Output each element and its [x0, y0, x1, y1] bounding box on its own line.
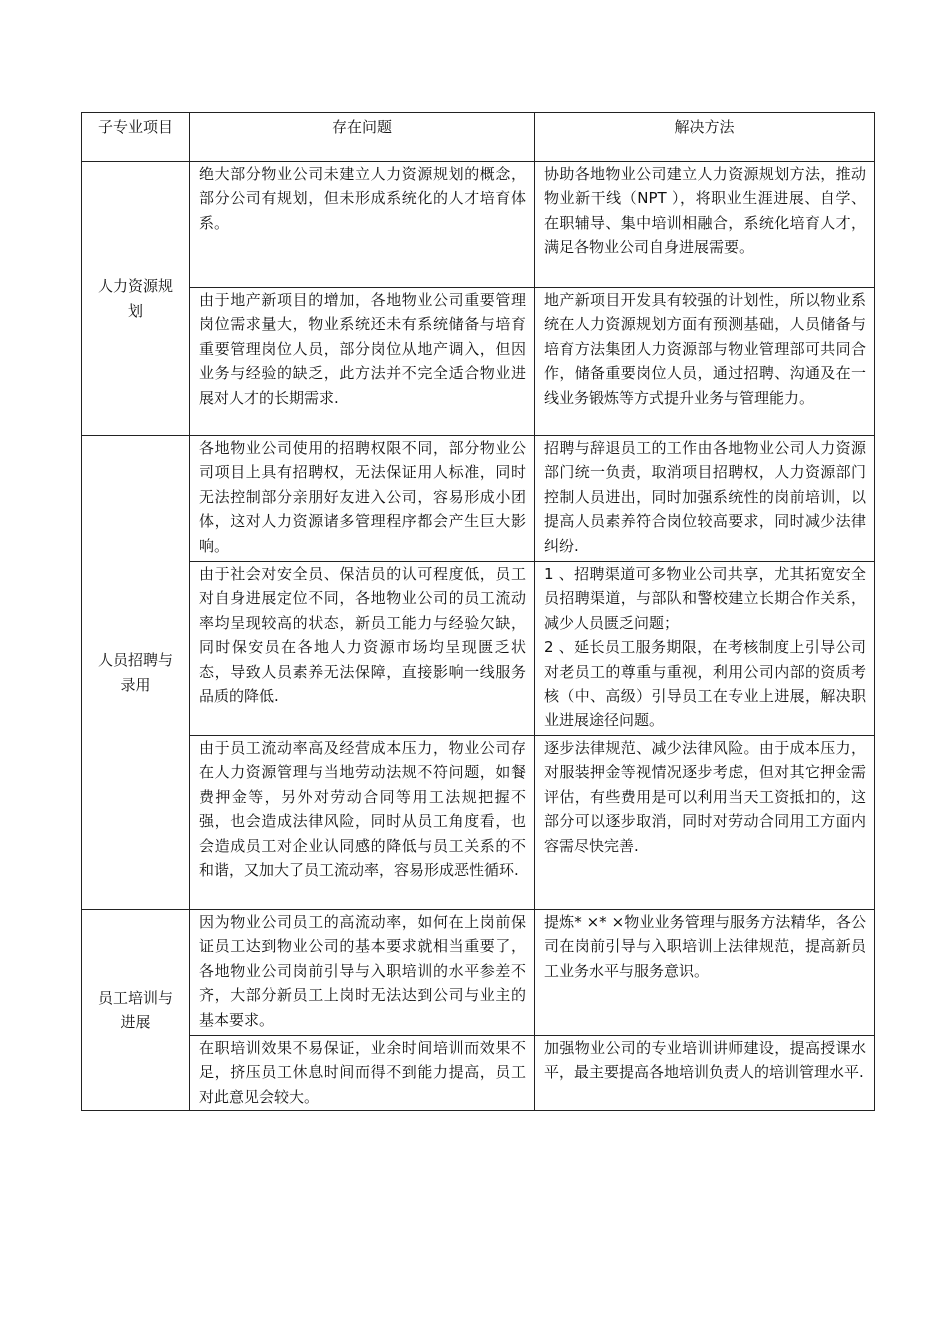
- table-row: [82, 288, 875, 436]
- table-row: [82, 1036, 875, 1111]
- solution-text: 1 、招聘渠道可多物业公司共享，尤其拓宽安全员招聘渠道，与部队和警校建立长期合作关系，减少人员匮乏问题； 2 、延长员工服务期限，在考核制度上引导公司对老员工的尊重与重视，利用公司内部的资质考核（中、高级）引导员工在专业上进展，解决职业进展途径问题。: [544, 565, 866, 730]
- problem-cell: 由于社会对安全员、保洁员的认可程度低，员工对自身进展定位不同，各地物业公司的员工流动率均呈现较高的状态，新员工能力与经验欠缺，同时保安员在各地人力资源市场均呈现匮乏状态，导致人员素养无法保障，直接影响一线服务品质的降低.: [190, 562, 535, 736]
- solution-cell: 地产新项目开发具有较强的计划性，所以物业系统在人力资源规划方面有预测基础，人员储备与培育方法集团人力资源部与物业管理部可共同合作，储备重要岗位人员，通过招聘、沟通及在一线业务锻炼等方式提升业务与管理能力。: [535, 288, 875, 436]
- header-problems: 存在问题: [190, 113, 535, 162]
- table-row: [82, 910, 875, 1036]
- problem-cell: 因为物业公司员工的高流动率，如何在上岗前保证员工达到物业公司的基本要求就相当重要了，各地物业公司岗前引导与入职培训的水平参差不齐，大部分新员工上岗时无法达到公司与业主的基本要求。: [190, 910, 535, 1036]
- table-header-row: [82, 113, 875, 162]
- category-training: 员工培训与进展: [82, 910, 190, 1111]
- issues-table: [81, 112, 875, 1111]
- problem-cell: 在职培训效果不易保证，业余时间培训而效果不足，挤压员工休息时间而得不到能力提高，员工对此意见会较大。: [190, 1036, 535, 1111]
- problem-cell: 各地物业公司使用的招聘权限不同，部分物业公司项目上具有招聘权，无法保证用人标准，同时无法控制部分亲朋好友进入公司，容易形成小团体，这对人力资源诸多管理程序都会产生巨大影响。: [190, 436, 535, 562]
- solution-cell: 提炼* ×* ×物业业务管理与服务方法精华，各公司在岗前引导与入职培训上法律规范，提高新员工业务水平与服务意识。: [535, 910, 875, 1036]
- header-solutions: 解决方法: [535, 113, 875, 162]
- solution-cell: 逐步法律规范、减少法律风险。由于成本压力，对服装押金等视情况逐步考虑，但对其它押金需评估，有些费用是可以利用当天工资抵扣的，这部分可以逐步取消，同时对劳动合同用工方面内容需尽快完善.: [535, 736, 875, 910]
- solution-cell: 招聘与辞退员工的工作由各地物业公司人力资源部门统一负责，取消项目招聘权，人力资源部门控制人员进出，同时加强系统性的岗前培训，以提高人员素养符合岗位较高要求，同时减少法律纠纷.: [535, 436, 875, 562]
- solution-cell: [535, 562, 875, 736]
- problem-cell: 由于地产新项目的增加，各地物业公司重要管理岗位需求量大，物业系统还未有系统储备与培育重要管理岗位人员，部分岗位从地产调入，但因业务与经验的缺乏，此方法并不完全适合物业进展对人才的长期需求.: [190, 288, 535, 436]
- category-hr-planning: 人力资源规划: [82, 162, 190, 436]
- table-row: [82, 562, 875, 736]
- solution-cell: 协助各地物业公司建立人力资源规划方法，推动物业新干线（NPT ），将职业生涯进展、自学、在职辅导、集中培训相融合，系统化培育人才，满足各物业公司自身进展需要。: [535, 162, 875, 288]
- table-row: [82, 162, 875, 288]
- problem-cell: 由于员工流动率高及经营成本压力，物业公司存在人力资源管理与当地劳动法规不符问题，如餐费押金等，另外对劳动合同等用工法规把握不强，也会造成法律风险，同时从员工角度看，也会造成员工对企业认同感的降低与员工关系的不和谐，又加大了员工流动率，容易形成恶性循环.: [190, 736, 535, 910]
- problem-cell: 绝大部分物业公司未建立人力资源规划的概念，部分公司有规划，但未形成系统化的人才培育体系。: [190, 162, 535, 288]
- table-row: [82, 736, 875, 910]
- document-page: [81, 112, 874, 1111]
- header-category: 子专业项目: [82, 113, 190, 162]
- solution-cell: 加强物业公司的专业培训讲师建设，提高授课水平，最主要提高各地培训负责人的培训管理水平.: [535, 1036, 875, 1111]
- table-row: [82, 436, 875, 562]
- category-recruitment: 人员招聘与录用: [82, 436, 190, 910]
